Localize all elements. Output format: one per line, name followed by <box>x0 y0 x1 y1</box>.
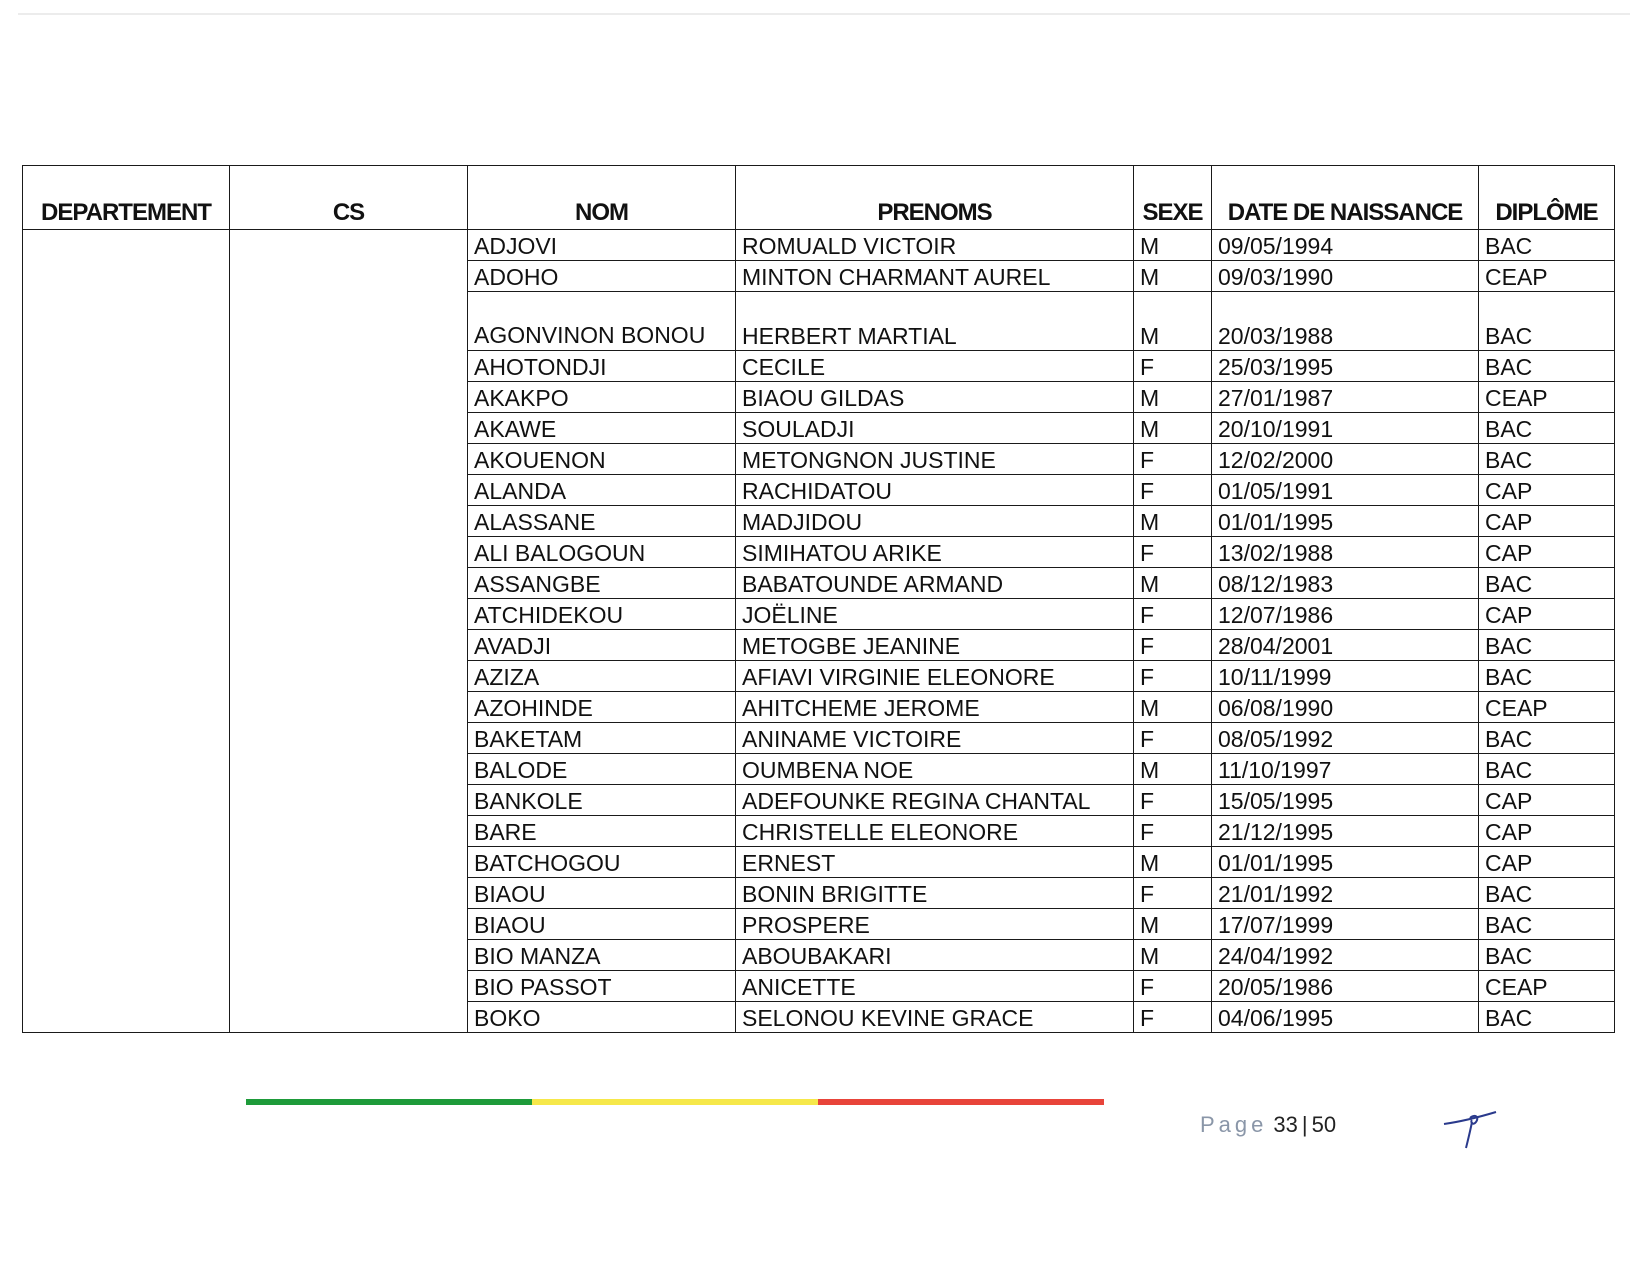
date-cell: 20/03/1988 <box>1212 292 1479 351</box>
prenoms-cell: METOGBE JEANINE <box>736 630 1134 661</box>
diplome-cell: CEAP <box>1479 261 1615 292</box>
date-cell: 09/03/1990 <box>1212 261 1479 292</box>
page-total: 50 <box>1311 1112 1337 1137</box>
prenoms-cell: CHRISTELLE ELEONORE <box>736 816 1134 847</box>
sexe-cell: F <box>1134 1002 1212 1033</box>
sexe-cell: M <box>1134 506 1212 537</box>
header-cs: CS <box>230 166 468 230</box>
sexe-cell: F <box>1134 351 1212 382</box>
diplome-cell: BAC <box>1479 413 1615 444</box>
prenoms-cell: BIAOU GILDAS <box>736 382 1134 413</box>
sexe-cell: F <box>1134 878 1212 909</box>
nom-cell: AGONVINON BONOU <box>468 292 736 351</box>
date-cell: 20/05/1986 <box>1212 971 1479 1002</box>
prenoms-cell: BABATOUNDE ARMAND <box>736 568 1134 599</box>
date-cell: 21/01/1992 <box>1212 878 1479 909</box>
header-diplome: DIPLÔME <box>1479 166 1615 230</box>
date-cell: 09/05/1994 <box>1212 230 1479 261</box>
date-cell: 28/04/2001 <box>1212 630 1479 661</box>
nom-cell: BIAOU <box>468 909 736 940</box>
diplome-cell: BAC <box>1479 723 1615 754</box>
nom-cell: BOKO <box>468 1002 736 1033</box>
diplome-cell: BAC <box>1479 909 1615 940</box>
sexe-cell: M <box>1134 568 1212 599</box>
diplome-cell: CAP <box>1479 816 1615 847</box>
nom-cell: ASSANGBE <box>468 568 736 599</box>
prenoms-cell: OUMBENA NOE <box>736 754 1134 785</box>
date-cell: 08/12/1983 <box>1212 568 1479 599</box>
prenoms-cell: BONIN BRIGITTE <box>736 878 1134 909</box>
date-cell: 20/10/1991 <box>1212 413 1479 444</box>
diplome-cell: CAP <box>1479 847 1615 878</box>
date-cell: 08/05/1992 <box>1212 723 1479 754</box>
header-row <box>23 166 1615 230</box>
prenoms-cell: ROMUALD VICTOIR <box>736 230 1134 261</box>
nom-cell: AZOHINDE <box>468 692 736 723</box>
prenoms-cell: ABOUBAKARI <box>736 940 1134 971</box>
nom-cell: AKOUENON <box>468 444 736 475</box>
nom-cell: BARE <box>468 816 736 847</box>
sexe-cell: M <box>1134 261 1212 292</box>
date-cell: 13/02/1988 <box>1212 537 1479 568</box>
flag-green-segment <box>246 1099 532 1105</box>
nom-cell: AKAKPO <box>468 382 736 413</box>
flag-red-segment <box>818 1099 1104 1105</box>
diplome-cell: BAC <box>1479 630 1615 661</box>
sexe-cell: F <box>1134 630 1212 661</box>
page-number <box>1200 1112 1336 1138</box>
date-cell: 04/06/1995 <box>1212 1002 1479 1033</box>
sexe-cell: M <box>1134 413 1212 444</box>
diplome-cell: CAP <box>1479 506 1615 537</box>
roster-body <box>23 230 1615 1033</box>
nom-cell: BIO MANZA <box>468 940 736 971</box>
date-cell: 15/05/1995 <box>1212 785 1479 816</box>
diplome-cell: CAP <box>1479 785 1615 816</box>
nom-cell: AVADJI <box>468 630 736 661</box>
diplome-cell: CEAP <box>1479 692 1615 723</box>
diplome-cell: BAC <box>1479 351 1615 382</box>
diplome-cell: CAP <box>1479 537 1615 568</box>
diplome-cell: BAC <box>1479 661 1615 692</box>
prenoms-cell: HERBERT MARTIAL <box>736 292 1134 351</box>
sexe-cell: M <box>1134 754 1212 785</box>
sexe-cell: F <box>1134 661 1212 692</box>
prenoms-cell: SIMIHATOU ARIKE <box>736 537 1134 568</box>
sexe-cell: M <box>1134 692 1212 723</box>
sexe-cell: M <box>1134 230 1212 261</box>
diplome-cell: CEAP <box>1479 382 1615 413</box>
diplome-cell: CEAP <box>1479 971 1615 1002</box>
nom-cell: AZIZA <box>468 661 736 692</box>
prenoms-cell: PROSPERE <box>736 909 1134 940</box>
nom-cell: BANKOLE <box>468 785 736 816</box>
roster-table <box>22 165 1615 1033</box>
date-cell: 12/07/1986 <box>1212 599 1479 630</box>
nom-cell: BAKETAM <box>468 723 736 754</box>
nom-cell: AKAWE <box>468 413 736 444</box>
date-cell: 25/03/1995 <box>1212 351 1479 382</box>
date-cell: 17/07/1999 <box>1212 909 1479 940</box>
page-word: Page <box>1200 1112 1268 1137</box>
header-sexe: SEXE <box>1134 166 1212 230</box>
prenoms-cell: RACHIDATOU <box>736 475 1134 506</box>
prenoms-cell: METONGNON JUSTINE <box>736 444 1134 475</box>
date-cell: 24/04/1992 <box>1212 940 1479 971</box>
header-nom: NOM <box>468 166 736 230</box>
cs-cell <box>230 230 468 1033</box>
sexe-cell: F <box>1134 444 1212 475</box>
nom-cell: ALASSANE <box>468 506 736 537</box>
departement-cell <box>23 230 230 1033</box>
diplome-cell: BAC <box>1479 568 1615 599</box>
diplome-cell: BAC <box>1479 940 1615 971</box>
page-separator: | <box>1301 1112 1308 1137</box>
scan-edge-rule <box>18 13 1630 15</box>
nom-cell: ALI BALOGOUN <box>468 537 736 568</box>
sexe-cell: M <box>1134 909 1212 940</box>
sexe-cell: M <box>1134 292 1212 351</box>
date-cell: 11/10/1997 <box>1212 754 1479 785</box>
date-cell: 01/01/1995 <box>1212 506 1479 537</box>
nom-cell: ATCHIDEKOU <box>468 599 736 630</box>
sexe-cell: M <box>1134 847 1212 878</box>
nom-cell: AHOTONDJI <box>468 351 736 382</box>
nom-cell: ALANDA <box>468 475 736 506</box>
prenoms-cell: SOULADJI <box>736 413 1134 444</box>
header-date-de-naissance: DATE DE NAISSANCE <box>1212 166 1479 230</box>
prenoms-cell: JOËLINE <box>736 599 1134 630</box>
table-row <box>23 230 1615 261</box>
sexe-cell: F <box>1134 475 1212 506</box>
nom-cell: ADJOVI <box>468 230 736 261</box>
date-cell: 01/05/1991 <box>1212 475 1479 506</box>
prenoms-cell: ERNEST <box>736 847 1134 878</box>
prenoms-cell: AFIAVI VIRGINIE ELEONORE <box>736 661 1134 692</box>
page-current: 33 <box>1273 1112 1298 1137</box>
diplome-cell: CAP <box>1479 599 1615 630</box>
sexe-cell: F <box>1134 816 1212 847</box>
diplome-cell: CAP <box>1479 475 1615 506</box>
prenoms-cell: CECILE <box>736 351 1134 382</box>
sexe-cell: F <box>1134 971 1212 1002</box>
nom-cell: BATCHOGOU <box>468 847 736 878</box>
sexe-cell: M <box>1134 940 1212 971</box>
sexe-cell: F <box>1134 723 1212 754</box>
prenoms-cell: MINTON CHARMANT AUREL <box>736 261 1134 292</box>
nom-cell: BIAOU <box>468 878 736 909</box>
prenoms-cell: MADJIDOU <box>736 506 1134 537</box>
prenoms-cell: ADEFOUNKE REGINA CHANTAL <box>736 785 1134 816</box>
date-cell: 06/08/1990 <box>1212 692 1479 723</box>
date-cell: 27/01/1987 <box>1212 382 1479 413</box>
sexe-cell: M <box>1134 382 1212 413</box>
header-departement: DEPARTEMENT <box>23 166 230 230</box>
prenoms-cell: SELONOU KEVINE GRACE <box>736 1002 1134 1033</box>
flag-color-bar <box>246 1099 1104 1105</box>
date-cell: 01/01/1995 <box>1212 847 1479 878</box>
diplome-cell: BAC <box>1479 1002 1615 1033</box>
nom-cell: BIO PASSOT <box>468 971 736 1002</box>
diplome-cell: BAC <box>1479 754 1615 785</box>
date-cell: 10/11/1999 <box>1212 661 1479 692</box>
diplome-cell: BAC <box>1479 292 1615 351</box>
flag-yellow-segment <box>532 1099 818 1105</box>
date-cell: 12/02/2000 <box>1212 444 1479 475</box>
prenoms-cell: AHITCHEME JEROME <box>736 692 1134 723</box>
nom-cell: BALODE <box>468 754 736 785</box>
diplome-cell: BAC <box>1479 444 1615 475</box>
diplome-cell: BAC <box>1479 230 1615 261</box>
prenoms-cell: ANINAME VICTOIRE <box>736 723 1134 754</box>
handwritten-paraph-mark <box>1440 1108 1500 1152</box>
diplome-cell: BAC <box>1479 878 1615 909</box>
nom-cell: ADOHO <box>468 261 736 292</box>
sexe-cell: F <box>1134 785 1212 816</box>
prenoms-cell: ANICETTE <box>736 971 1134 1002</box>
date-cell: 21/12/1995 <box>1212 816 1479 847</box>
sexe-cell: F <box>1134 599 1212 630</box>
header-prenoms: PRENOMS <box>736 166 1134 230</box>
sexe-cell: F <box>1134 537 1212 568</box>
